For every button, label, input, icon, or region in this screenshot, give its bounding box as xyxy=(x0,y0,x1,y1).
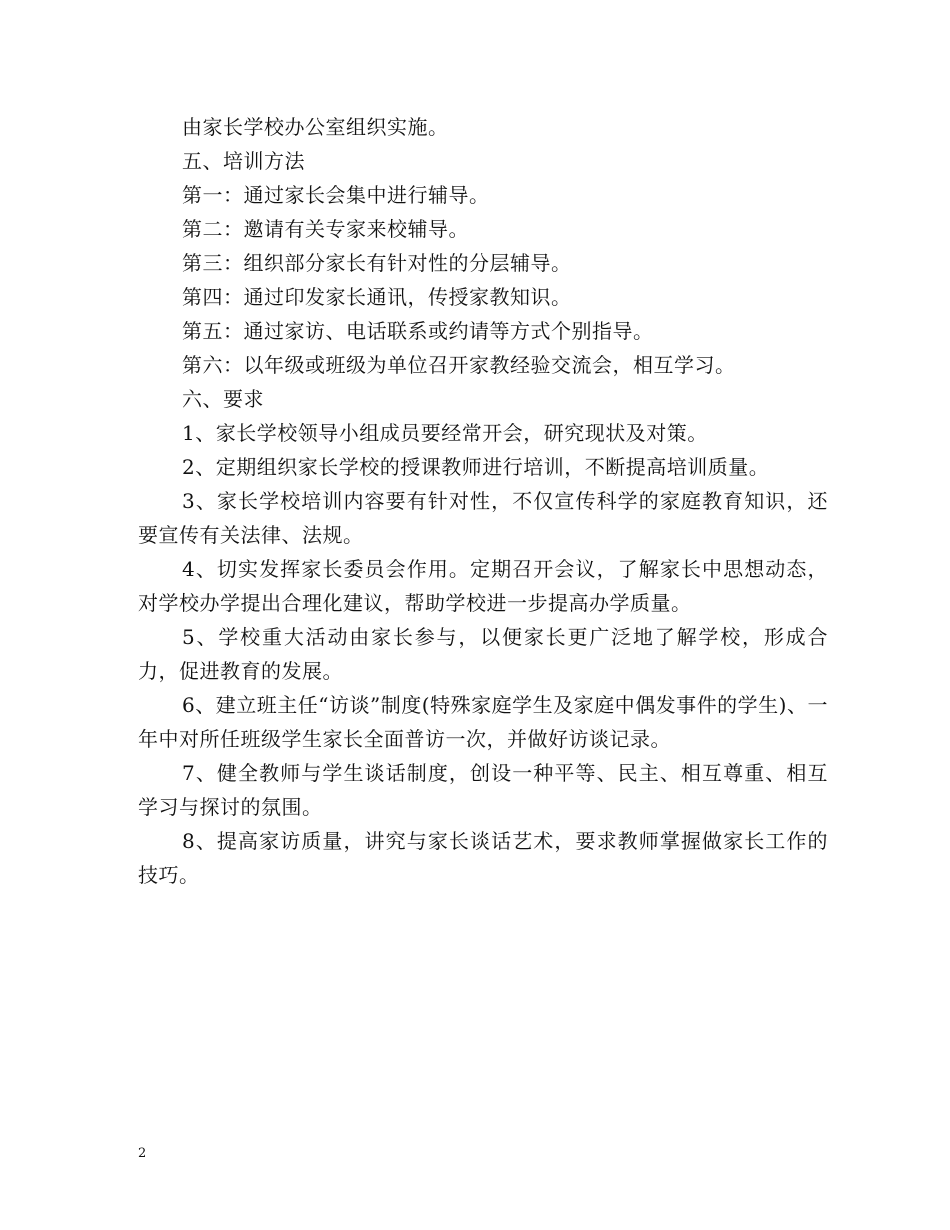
requirement-item-6: 6、建立班主任“访谈”制度(特殊家庭学生及家庭中偶发事件的学生)、一年中对所任班级学生家长全面普访一次，并做好访谈记录。 xyxy=(138,693,828,751)
document-body xyxy=(138,110,828,892)
method-item-2: 第二：邀请有关专家来校辅导。 xyxy=(182,217,469,241)
method-item-4: 第四：通过印发家长通讯，传授家教知识。 xyxy=(182,285,572,309)
method-item-5: 第五：通过家访、电话联系或约请等方式个别指导。 xyxy=(182,319,654,343)
requirement-item-1: 1、家长学校领导小组成员要经常开会，研究现状及对策。 xyxy=(182,421,708,445)
requirement-item-4: 4、切实发挥家长委员会作用。定期召开会议，了解家长中思想动态，对学校办学提出合理化建议，帮助学校进一步提高办学质量。 xyxy=(138,557,828,615)
method-item-3: 第三：组织部分家长有针对性的分层辅导。 xyxy=(182,251,572,275)
requirement-item-2: 2、定期组织家长学校的授课教师进行培训，不断提高培训质量。 xyxy=(182,455,770,479)
section-heading-requirements: 六、要求 xyxy=(182,387,264,411)
requirement-item-7: 7、健全教师与学生谈话制度，创设一种平等、民主、相互尊重、相互学习与探讨的氛围。 xyxy=(138,761,828,819)
method-item-1: 第一：通过家长会集中进行辅导。 xyxy=(182,183,490,207)
section-heading-training-methods: 五、培训方法 xyxy=(182,149,305,173)
method-item-6: 第六：以年级或班级为单位召开家教经验交流会，相互学习。 xyxy=(182,353,736,377)
requirement-item-5: 5、学校重大活动由家长参与，以便家长更广泛地了解学校，形成合力，促进教育的发展。 xyxy=(138,625,828,683)
page-number: 2 xyxy=(138,1146,147,1161)
paragraph-intro: 由家长学校办公室组织实施。 xyxy=(182,115,449,139)
requirement-item-3: 3、家长学校培训内容要有针对性，不仅宣传科学的家庭教育知识，还要宣传有关法律、法规。 xyxy=(138,489,828,547)
requirement-item-8: 8、提高家访质量，讲究与家长谈话艺术，要求教师掌握做家长工作的技巧。 xyxy=(138,829,828,887)
